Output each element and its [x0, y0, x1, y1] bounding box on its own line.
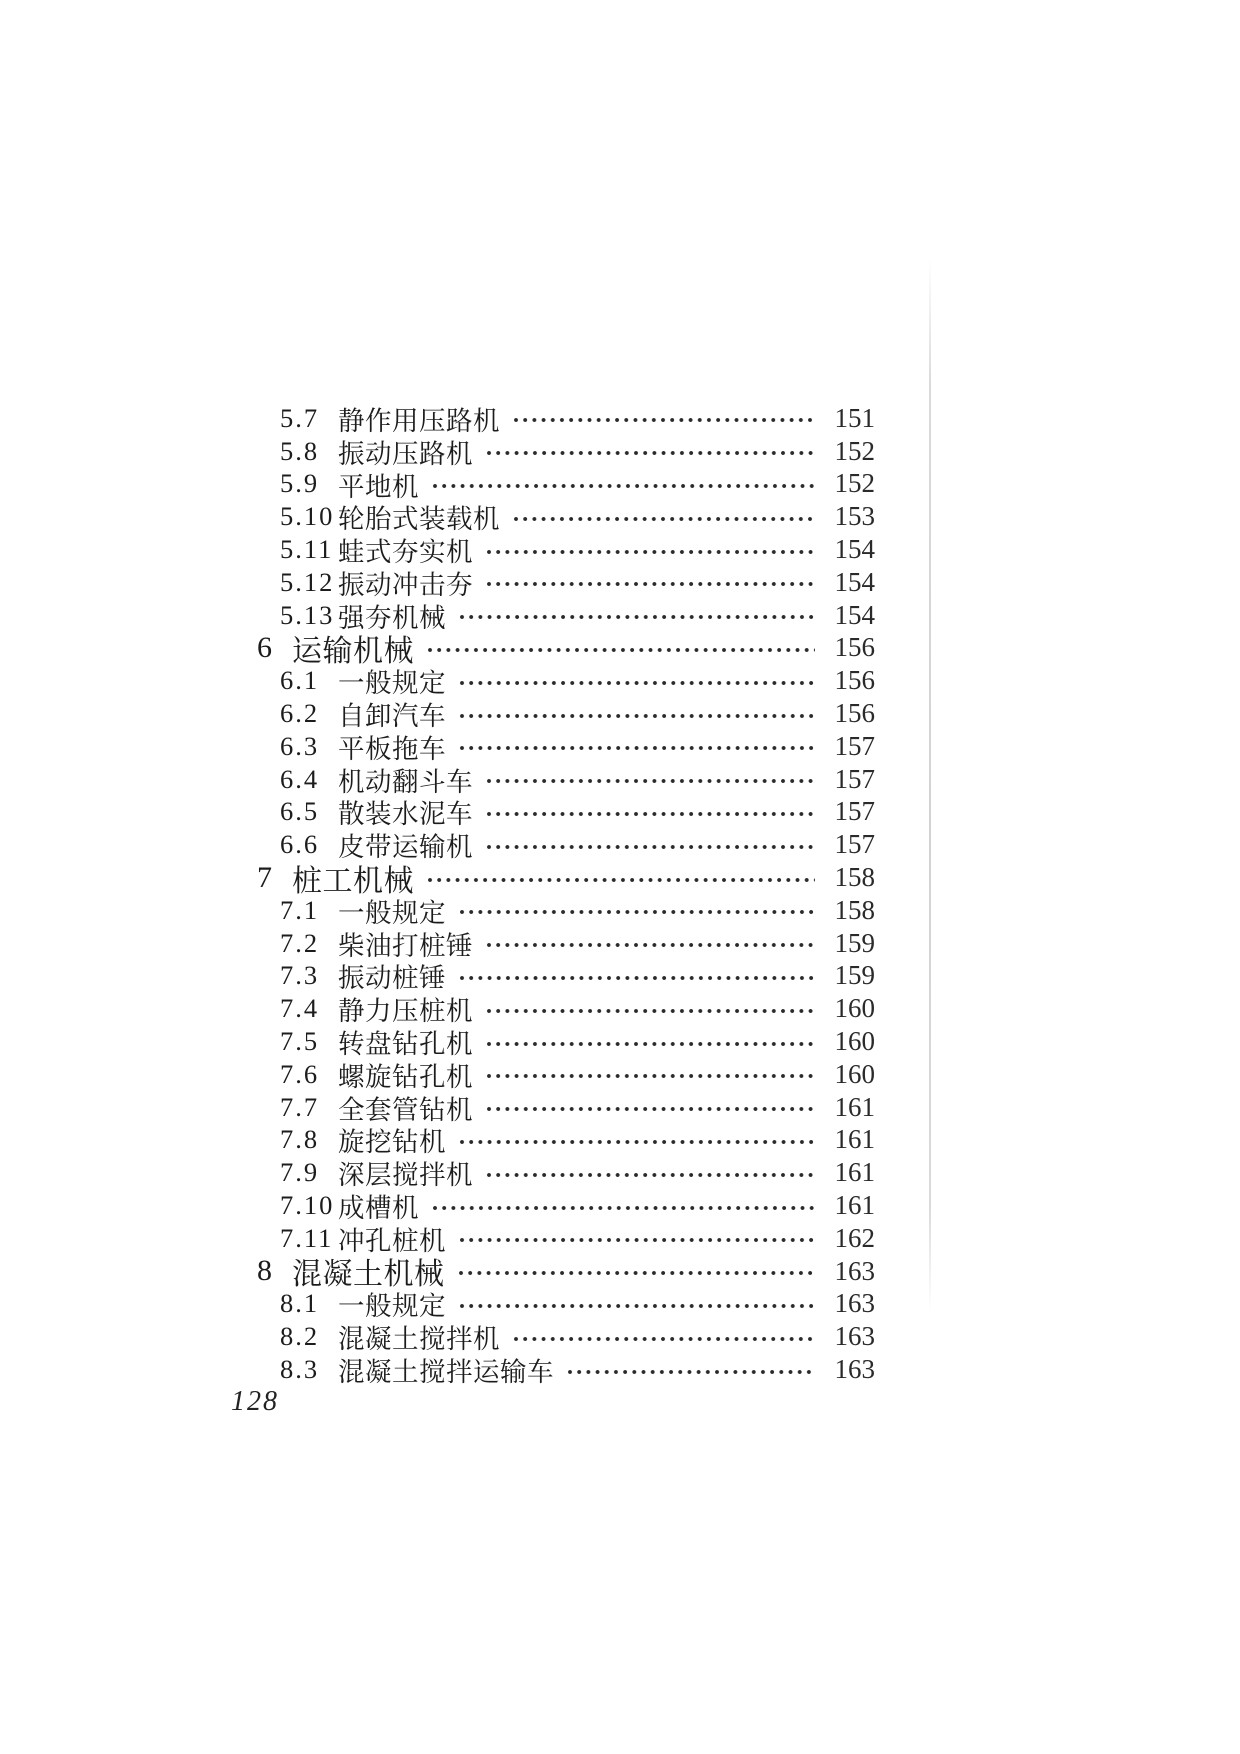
toc-entry-number: 7.9 — [280, 1157, 320, 1188]
toc-entry-title: 混凝土搅拌机 — [338, 1324, 500, 1355]
page-footer-number: 128 — [231, 1386, 279, 1417]
toc-entry-number: 6.6 — [280, 829, 320, 860]
toc-entry-title: 静作用压路机 — [338, 405, 500, 436]
toc-entry-page: 158 — [834, 862, 875, 893]
toc-entry-page: 161 — [834, 1124, 875, 1155]
toc-entry-page: 162 — [834, 1222, 875, 1253]
toc-entry-page: 163 — [834, 1255, 875, 1286]
toc-entry-title: 一般规定 — [338, 1291, 446, 1322]
toc-entry-title: 轮胎式装载机 — [338, 504, 500, 535]
toc-entry-page: 154 — [834, 534, 875, 565]
toc-entry — [257, 1124, 875, 1157]
toc-entry-page: 163 — [834, 1321, 875, 1352]
toc-entry-page: 160 — [834, 1026, 875, 1057]
dot-leader — [487, 1009, 815, 1013]
toc-entry-page: 154 — [834, 599, 875, 630]
toc-entry-number: 5.10 — [280, 501, 335, 532]
dot-leader — [460, 910, 815, 914]
toc-entry-title: 散装水泥车 — [338, 799, 473, 830]
toc-entry-title: 运输机械 — [292, 634, 414, 668]
dot-leader — [460, 1238, 815, 1242]
dot-leader — [428, 878, 815, 882]
toc-entry-title: 螺旋钻孔机 — [338, 1061, 473, 1092]
toc-entry-number: 7.2 — [280, 927, 320, 958]
toc-entry-page: 159 — [834, 960, 875, 991]
toc-entry-title: 皮带运输机 — [338, 832, 473, 863]
toc-entry-number: 7.10 — [280, 1190, 335, 1221]
toc-entry-title: 静力压桩机 — [338, 996, 473, 1027]
toc-entry — [257, 1091, 875, 1124]
toc-entry-title: 成槽机 — [338, 1193, 419, 1224]
toc-entry-page: 157 — [834, 730, 875, 761]
toc-entry — [257, 468, 875, 501]
toc-entry-title: 冲孔桩机 — [338, 1225, 446, 1256]
toc-entry — [257, 1189, 875, 1222]
toc-entry-number: 5.7 — [280, 402, 320, 433]
dot-leader — [460, 1140, 815, 1144]
dot-leader — [487, 812, 815, 816]
toc-entry-number: 8.2 — [280, 1321, 320, 1352]
toc-entry-number: 7.5 — [280, 1026, 320, 1057]
toc-entry-title: 混凝土搅拌运输车 — [338, 1357, 554, 1388]
toc-entry-number: 7.1 — [280, 894, 320, 925]
toc-entry-number: 8.3 — [280, 1354, 320, 1384]
toc-entry-page: 156 — [834, 698, 875, 729]
toc-entry-number: 5.12 — [280, 566, 335, 597]
toc-entry-number: 5.9 — [280, 468, 320, 499]
toc-entry-number: 6.5 — [280, 796, 320, 827]
toc-entry-number: 7 — [257, 860, 274, 894]
toc-entry — [257, 500, 875, 533]
toc-entry-page: 163 — [834, 1354, 875, 1384]
toc-entry-page: 161 — [834, 1157, 875, 1188]
toc-entry-page: 151 — [834, 402, 875, 433]
dot-leader — [514, 418, 815, 422]
toc-entry-number: 6.2 — [280, 698, 320, 729]
toc-entry — [257, 992, 875, 1025]
toc-entry-title: 深层搅拌机 — [338, 1160, 473, 1191]
toc-entry-title: 振动桩锤 — [338, 963, 446, 994]
dot-leader — [514, 1337, 815, 1341]
toc-entry-number: 7.8 — [280, 1124, 320, 1155]
toc-entry — [257, 1254, 875, 1292]
toc-entry-page: 152 — [834, 468, 875, 499]
toc-entry — [257, 402, 875, 435]
toc-entry-title: 振动压路机 — [338, 438, 473, 469]
toc-entry — [257, 960, 875, 993]
toc-entry — [257, 763, 875, 796]
dot-leader — [487, 845, 815, 849]
toc-entry-title: 转盘钻孔机 — [338, 1029, 473, 1060]
toc-entry-number: 7.11 — [280, 1222, 334, 1253]
toc-entry-title: 全套管钻机 — [338, 1094, 473, 1125]
dot-leader — [433, 484, 815, 488]
dot-leader — [487, 1074, 815, 1078]
toc-entry — [257, 730, 875, 763]
toc-entry-title: 强夯机械 — [338, 602, 446, 633]
toc-entry-page: 160 — [834, 993, 875, 1024]
dot-leader — [460, 714, 815, 718]
toc-entry — [257, 1288, 875, 1321]
toc-entry-page: 160 — [834, 1058, 875, 1089]
toc-entry-title: 蛙式夯实机 — [338, 537, 473, 568]
dot-leader — [487, 1173, 815, 1177]
toc-entry — [257, 664, 875, 697]
toc-entry-page: 161 — [834, 1091, 875, 1122]
toc-entry-page: 158 — [834, 894, 875, 925]
toc-entry — [257, 435, 875, 468]
dot-leader — [487, 582, 815, 586]
toc-entry-number: 6.4 — [280, 763, 320, 794]
dot-leader — [433, 1206, 815, 1210]
dot-leader — [460, 615, 815, 619]
toc-entry-number: 7.6 — [280, 1058, 320, 1089]
dot-leader — [428, 648, 815, 652]
toc-entry — [257, 630, 875, 668]
dot-leader — [460, 1304, 815, 1308]
toc-entry-number: 7.7 — [280, 1091, 320, 1122]
dot-leader — [487, 943, 815, 947]
toc-entry-number: 5.11 — [280, 534, 334, 565]
toc-entry-page: 161 — [834, 1190, 875, 1221]
toc-entry-page: 154 — [834, 566, 875, 597]
page-edge-scan-artifact — [929, 258, 931, 1312]
toc-entry — [257, 1058, 875, 1091]
toc-entry — [257, 566, 875, 599]
toc-entry-title: 平板拖车 — [338, 733, 446, 764]
toc-entry — [257, 1025, 875, 1058]
toc-entry-number: 8 — [257, 1254, 274, 1288]
toc-entry-title: 自卸汽车 — [338, 701, 446, 732]
toc-entry-page: 156 — [834, 665, 875, 696]
toc-entry-title: 机动翻斗车 — [338, 766, 473, 797]
dot-leader — [460, 976, 815, 980]
toc-entry-page: 153 — [834, 501, 875, 532]
toc-entry-page: 157 — [834, 763, 875, 794]
dot-leader — [568, 1370, 815, 1374]
dot-leader — [459, 1271, 816, 1275]
toc-entry — [257, 860, 875, 898]
toc-entry-title: 平地机 — [338, 471, 419, 502]
toc-entry-number: 6 — [257, 630, 274, 664]
toc-entry — [257, 1156, 875, 1189]
dot-leader — [487, 1107, 815, 1111]
toc-entry-title: 振动冲击夯 — [338, 569, 473, 600]
toc-entry-page: 152 — [834, 435, 875, 466]
toc-entry-number: 7.3 — [280, 960, 320, 991]
toc-entry-number: 5.13 — [280, 599, 335, 630]
dot-leader — [487, 550, 815, 554]
dot-leader — [514, 517, 815, 521]
toc-entry-page: 156 — [834, 632, 875, 663]
toc-entry-number: 7.4 — [280, 993, 320, 1024]
toc-entry-page: 157 — [834, 829, 875, 860]
dot-leader — [487, 451, 815, 455]
toc-entry-page: 157 — [834, 796, 875, 827]
toc-entry — [257, 1320, 875, 1353]
toc-entry-number: 8.1 — [280, 1288, 320, 1319]
toc-entry-title: 一般规定 — [338, 668, 446, 699]
dot-leader — [487, 779, 815, 783]
toc-entry-title: 一般规定 — [338, 897, 446, 928]
toc-entry-title: 旋挖钻机 — [338, 1127, 446, 1158]
toc-entry — [257, 894, 875, 927]
toc-entry-page: 159 — [834, 927, 875, 958]
dot-leader — [460, 746, 815, 750]
toc-entry-title: 桩工机械 — [292, 864, 414, 898]
dot-leader — [460, 681, 815, 685]
dot-leader — [487, 1042, 815, 1046]
toc-entry-number: 6.1 — [280, 665, 320, 696]
toc-entry — [257, 927, 875, 960]
toc-entry — [257, 796, 875, 829]
toc-entry-title: 混凝土机械 — [292, 1258, 445, 1292]
toc-entry-number: 5.8 — [280, 435, 320, 466]
toc-entry-title: 柴油打桩锤 — [338, 930, 473, 961]
toc-entry — [257, 533, 875, 566]
toc-entry — [257, 1353, 875, 1386]
toc-entry-page: 163 — [834, 1288, 875, 1319]
toc-entry-number: 6.3 — [280, 730, 320, 761]
table-of-contents — [257, 402, 875, 1386]
toc-entry — [257, 697, 875, 730]
